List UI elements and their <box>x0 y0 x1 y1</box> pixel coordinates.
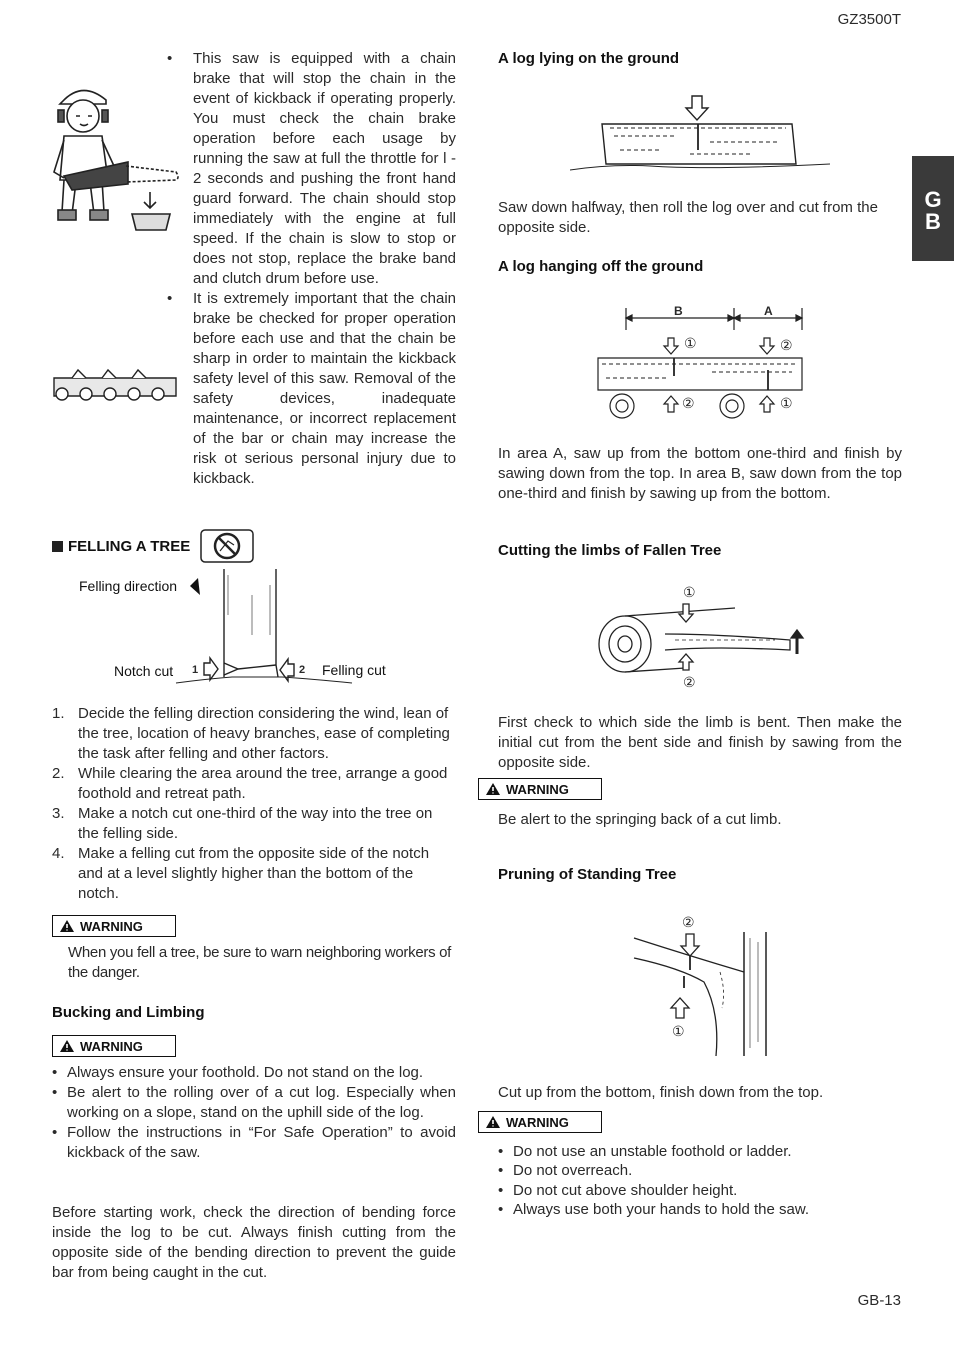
log-body <box>602 124 796 164</box>
felling-warning-box <box>52 915 176 937</box>
warning-label: WARNING <box>80 918 143 934</box>
ground <box>570 164 830 170</box>
hanging-log <box>598 358 802 390</box>
felling-step: 3. Make a notch cut one-third of the way into the tree on the felling side. <box>52 805 433 842</box>
felling-direction-arrow <box>190 578 200 595</box>
arrow-up-limb <box>679 654 693 670</box>
cut-a-bottom-number: ① <box>780 395 793 411</box>
page-number: GB-13 <box>857 1292 901 1309</box>
notch-cut <box>224 663 238 675</box>
bucking-paragraph: Before starting work, check the direction of bending force inside the log to be cut. Always finish cutting from the opposite side of the bending direction to prevent the guide bar from being caught in the cut. <box>52 1204 456 1281</box>
area-a-label: A <box>764 304 773 318</box>
cut-a-top-number: ② <box>780 337 793 353</box>
limbs-warning-box <box>478 778 602 800</box>
arrow-down-b <box>664 338 678 354</box>
bucking-bullet: • Follow the instructions in “For Safe Operation” to avoid kickback of the saw. <box>52 1123 456 1163</box>
prune-top-number: ② <box>682 914 695 930</box>
down-arrow <box>686 96 708 120</box>
tab-letter-g: G <box>924 187 942 212</box>
pruning-diagram <box>630 912 770 1060</box>
cut-b-bottom-number: ② <box>682 395 695 411</box>
pruning-heading: Pruning of Standing Tree <box>498 866 677 883</box>
warning-triangle-icon <box>485 1115 501 1129</box>
limbs-diagram <box>595 584 810 694</box>
limbs-text: First check to which side the limb is bent. Then make the initial cut from the bent side and finish by sawing from the opposite side. <box>498 714 902 771</box>
felling-steps <box>52 704 456 904</box>
log-ground-text: Saw down halfway, then roll the log over and cut from the opposite side. <box>498 199 878 236</box>
support-right <box>720 394 744 418</box>
felling-direction-label: Felling direction <box>79 578 178 594</box>
felling-warning-text: When you fell a tree, be sure to warn neighboring workers of the danger. <box>68 944 452 981</box>
warning-label: WARNING <box>506 1114 569 1130</box>
felling-step: 2. While clearing the area around the tree, arrange a good foothold and retreat path. <box>52 765 448 802</box>
bullet-chain-brake-importance: • It is extremely important that the chain brake be checked for proper operation before each use and that the chain be sharp in order to maintain the kickback safety level of this saw. Removal of the safety devices, inadequate maintenance, or incorrect replacement of the bar or chain may increase the risk ot serious personal injury due to kickback. <box>167 289 456 489</box>
pruning-bullet: • Always use both your hands to hold the saw. <box>498 1200 809 1219</box>
tab-letter-b: B <box>925 209 941 234</box>
warning-label: WARNING <box>80 1038 143 1054</box>
pruning-text: Cut up from the bottom, finish down from the top. <box>498 1084 824 1101</box>
square-bullet-icon <box>52 541 63 552</box>
arrow-down-limb <box>679 604 693 622</box>
operator-with-chainsaw-illustration <box>50 80 180 232</box>
felling-cut <box>238 665 276 669</box>
notch-arrow <box>204 658 218 680</box>
limb <box>665 634 790 650</box>
area-b-label: B <box>674 304 683 318</box>
bucking-warning-box <box>52 1035 176 1057</box>
arrow-down-a <box>760 338 774 354</box>
limb-top-number: ① <box>683 584 696 600</box>
saw-chain-illustration <box>52 366 178 408</box>
log-on-ground-diagram <box>570 92 830 177</box>
arrow-down-prune <box>681 934 699 956</box>
arrow-up-b <box>664 396 678 412</box>
support-left <box>610 394 634 418</box>
no-felling-symbol-icon <box>200 529 254 563</box>
bucking-bullets <box>52 1063 456 1163</box>
bucking-bullet: • Always ensure your foothold. Do not stand on the log. <box>52 1063 456 1083</box>
dimension-line <box>626 308 802 330</box>
log-hanging-heading: A log hanging off the ground <box>498 258 704 275</box>
pruning-bullet: • Do not overreach. <box>498 1161 809 1180</box>
felling-heading <box>52 529 254 563</box>
intro-bullets <box>167 49 456 489</box>
warning-triangle-icon <box>59 1039 75 1053</box>
felling-step: 4. Make a felling cut from the opposite side of the notch and at a level slightly higher than the bottom of the notch. <box>52 845 430 902</box>
bullet-chain-brake-check: • This saw is equipped with a chain brake that will stop the chain in the event of kickback if operating properly. You must check the chain brake operation before each usage by running the saw at full the throttle for l - 2 seconds and pushing the front hand guard forward. The chain should stop immediately with the engine at full speed. If the chain is slow to stop or does not stop, replace the brake band and clutch drum before use. <box>167 49 456 289</box>
warning-triangle-icon <box>485 782 501 796</box>
felling-heading-text: FELLING A TREE <box>68 537 191 555</box>
warning-triangle-icon <box>59 919 75 933</box>
pruning-bullet: • Do not use an unstable foothold or ladder. <box>498 1142 809 1161</box>
arrow-up-prune <box>671 998 689 1018</box>
step-2-marker: 2 <box>299 664 306 676</box>
felling-diagram <box>52 565 452 690</box>
warning-label: WARNING <box>506 781 569 797</box>
notch-cut-label: Notch cut <box>114 663 174 679</box>
cut-b-top-number: ① <box>684 335 697 351</box>
standing-trunk <box>744 932 766 1056</box>
limbs-heading: Cutting the limbs of Fallen Tree <box>498 542 722 559</box>
log-hanging-text: In area A, saw up from the bottom one-third and finish by sawing down from the top. In area B, saw down from the top one-third and finish by sawing up from the bottom. <box>498 445 902 502</box>
pruning-bullet: • Do not cut above shoulder height. <box>498 1181 809 1200</box>
limb-bottom-number: ② <box>683 674 696 690</box>
language-tab <box>912 156 954 261</box>
pruning-warning-box <box>478 1111 602 1133</box>
felling-cut-label: Felling cut <box>322 662 386 678</box>
ground-line <box>176 677 352 683</box>
step-1-marker: 1 <box>192 664 199 676</box>
bucking-heading: Bucking and Limbing <box>52 1004 205 1021</box>
prune-bottom-number: ① <box>672 1023 685 1039</box>
arrow-up-a <box>760 396 774 412</box>
log-end <box>599 616 651 672</box>
log-hanging-diagram <box>592 300 812 425</box>
bucking-bullet: • Be alert to the rolling over of a cut log. Especially when working on a slope, stand on the uphill side of the log. <box>52 1083 456 1123</box>
pruning-bullets <box>498 1142 809 1219</box>
log-ground-heading: A log lying on the ground <box>498 50 680 67</box>
felling-step: 1. Decide the felling direction considering the wind, lean of the tree, location of heavy branches, ease of completing the task after felling and other factors. <box>52 705 450 762</box>
limbs-warning-text: Be alert to the springing back of a cut limb. <box>498 811 782 828</box>
model-number: GZ3500T <box>837 11 901 28</box>
